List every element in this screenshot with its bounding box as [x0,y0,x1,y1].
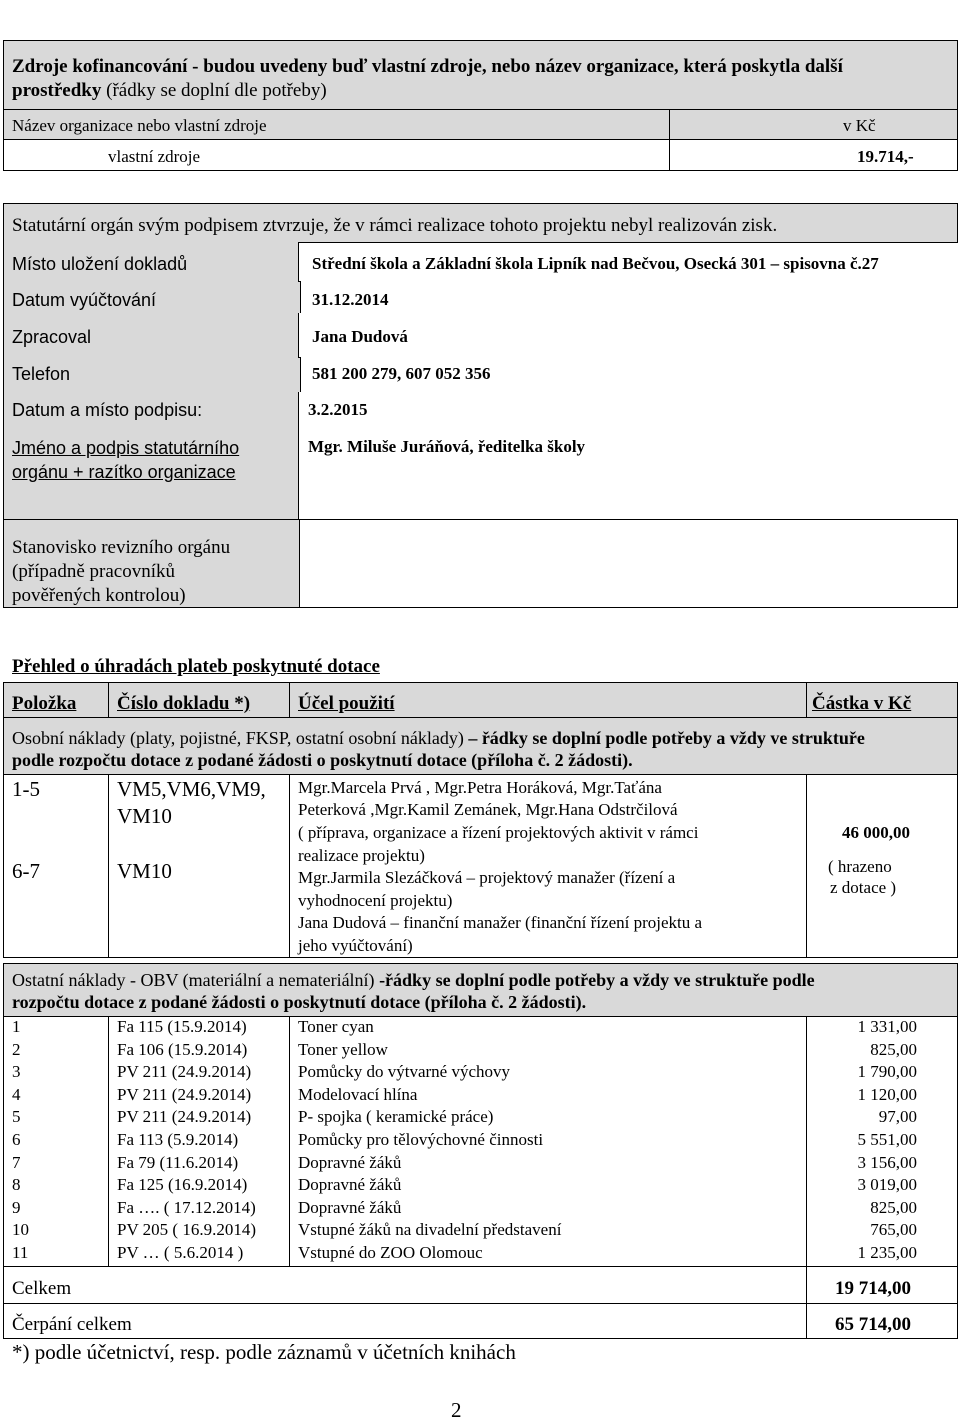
other-row-item: 4 [12,1085,21,1104]
other-row-amount: 1 235,00 [857,1243,917,1262]
other-row-purpose: Dopravné žáků [298,1153,402,1172]
personal-purpose-line: Mgr.Marcela Prvá , Mgr.Petra Horáková, Mgr.Taťána [298,778,662,797]
other-row-amount: 3 019,00 [857,1175,917,1194]
personal-purpose-line: Mgr.Jarmila Slezáčková – projektový manažer (řízení a [298,868,676,887]
header-divider [289,682,290,718]
other-row-purpose: Dopravné žáků [298,1175,402,1194]
cofinancing-row-amount-cell [669,139,958,171]
sign-date-value: 3.2.2015 [308,400,368,419]
other-row-amount: 1 120,00 [857,1085,917,1104]
other-row-purpose: Modelovací hlína [298,1085,418,1104]
other-row-item: 1 [12,1017,21,1036]
drawn-divider [806,1303,807,1339]
page-number: 2 [451,1398,462,1422]
other-row-item: 11 [12,1243,29,1262]
billing-date-label: Datum vyúčtování [12,290,157,310]
other-row-item: 3 [12,1062,21,1081]
other-row-purpose: Vstupné do ZOO Olomouc [298,1243,483,1262]
personal-item-1: 1-5 [12,777,40,801]
other-row-amount: 5 551,00 [857,1130,917,1149]
personal-purpose-line: vyhodnocení projektu) [298,891,453,910]
personal-doc-2: VM10 [117,859,172,883]
other-costs-heading-line1 [12,970,815,991]
personal-purpose-line: realizace projektu) [298,846,425,865]
other-row-doc: Fa 79 (11.6.2014) [117,1153,239,1172]
personal-note-line1: ( hrazeno [828,857,892,876]
other-row-item: 7 [12,1153,21,1172]
cofinancing-row-source-cell [3,139,670,171]
cofinancing-heading: Zdroje kofinancování - budou uvedeny buď vlastní zdroje, nebo název organizace, která poskytla další [12,56,843,77]
other-row-doc: Fa …. ( 17.12.2014) [117,1198,256,1217]
footnote: *) podle účetnictví, resp. podle záznamů v účetních knihách [12,1340,516,1364]
cofinancing-col-amount: v Kč [843,116,876,135]
other-divider [289,1016,290,1266]
personal-divider [289,774,290,958]
cofinancing-col-org: Název organizace nebo vlastní zdroje [12,116,267,135]
personal-purpose-line: Jana Dudová – finanční manažer (finanční řízení projektu a [298,913,703,932]
billing-date-value: 31.12.2014 [312,290,389,309]
total-value: 19 714,00 [835,1278,911,1299]
other-row-doc: PV 211 (24.9.2014) [117,1062,252,1081]
audit-line3: pověřených kontrolou) [12,585,186,606]
personal-divider [806,774,807,958]
header-divider [806,682,807,718]
sign-date-label: Datum a místo podpisu: [12,400,203,420]
other-costs-heading-bold: -řádky se doplní podle potřeby a vždy ve struktuře podle [379,970,815,990]
personal-costs-heading-bold: – řádky se doplní podle potřeby a vždy ve struktuře [468,728,865,748]
other-row-purpose: Toner cyan [298,1017,374,1036]
header-doc: Číslo dokladu *) [117,693,251,714]
other-row-purpose: Pomůcky pro tělovýchovné činnosti [298,1130,544,1149]
personal-purpose-line: Peterková ,Mgr.Kamil Zemánek, Mgr.Hana Odstrčilová [298,800,678,819]
other-row-amount: 1 331,00 [857,1017,917,1036]
other-row-item: 6 [12,1130,21,1149]
other-row-doc: Fa 125 (16.9.2014) [117,1175,248,1194]
other-row-amount: 825,00 [870,1198,917,1217]
other-row-item: 9 [12,1198,21,1217]
cofinancing-heading-line2 [12,80,327,102]
audit-line1: Stanovisko revizního orgánu [12,537,231,558]
other-row-purpose: Toner yellow [298,1040,388,1059]
other-row-doc: Fa 113 (5.9.2014) [117,1130,239,1149]
other-costs-heading-line2: rozpočtu dotace z podané žádosti o poskytnutí dotace (příloha č. 2 žádosti). [12,992,587,1012]
header-amount: Částka v Kč [812,693,912,714]
other-row-doc: PV 205 ( 16.9.2014) [117,1220,256,1239]
other-row-amount: 97,00 [878,1107,917,1126]
personal-amount: 46 000,00 [842,823,910,842]
cofinancing-heading-note: (řádky se doplní dle potřeby) [101,80,327,101]
processed-label: Zpracoval [12,327,92,347]
other-row-amount: 825,00 [870,1040,917,1059]
audit-line2: (případně pracovníků [12,561,176,582]
phone-value: 581 200 279, 607 052 356 [312,364,491,383]
personal-divider [108,774,109,958]
header-purpose: Účel použití [298,693,395,714]
doc-place-value: Střední škola a Základní škola Lipník nad Bečvou, Osecká 301 – spisovna č.27 [312,254,879,273]
personal-doc-1b: VM10 [117,804,172,828]
payments-title: Přehled o úhradách plateb poskytnuté dotace [12,656,380,677]
personal-costs-heading-normal: Osobní náklady (platy, pojistné, FKSP, ostatní osobní náklady) [12,728,469,748]
other-row-doc: Fa 106 (15.9.2014) [117,1040,248,1059]
phone-label: Telefon [12,364,71,384]
personal-costs-heading-line2: podle rozpočtu dotace z podané žádosti o poskytnutí dotace (příloha č. 2 žádosti). [12,750,633,770]
personal-doc-1a: VM5,VM6,VM9, [117,777,266,801]
other-row-purpose: Dopravné žáků [298,1198,402,1217]
drawn-label: Čerpání celkem [12,1314,132,1335]
cofinancing-amount: 19.714,- [857,147,914,166]
other-row-purpose: Pomůcky do výtvarné výchovy [298,1062,510,1081]
cofinancing-heading-bold: prostředky [12,80,102,101]
doc-place-label: Místo uložení dokladů [12,254,188,274]
other-row-amount: 3 156,00 [857,1153,917,1172]
other-divider [806,1016,807,1266]
total-row [3,1266,958,1304]
other-row-item: 8 [12,1175,21,1194]
drawn-value: 65 714,00 [835,1314,911,1335]
personal-note-line2: z dotace ) [830,878,897,897]
sign-date-value-cell [298,392,958,426]
total-divider [806,1266,807,1304]
personal-purpose-line: jeho vyúčtování) [298,936,413,955]
statutory-statement: Statutární orgán svým podpisem ztvrzuje, že v rámci realizace tohoto projektu nebyl realizován zisk. [12,215,778,236]
personal-costs-heading-line1 [12,728,865,749]
signer-label-line1: Jméno a podpis statutárního [12,438,240,458]
signer-label-line2: orgánu + razítko organizace [12,462,236,482]
other-divider [108,1016,109,1266]
audit-value-cell [299,519,958,608]
other-row-doc: Fa 115 (15.9.2014) [117,1017,247,1036]
header-item: Položka [12,693,77,714]
total-label: Celkem [12,1278,72,1299]
signer-value: Mgr. Miluše Juráňová, ředitelka školy [308,437,586,456]
other-row-purpose: P- spojka ( keramické práce) [298,1107,494,1126]
drawn-row [3,1303,958,1339]
other-row-item: 10 [12,1220,29,1239]
other-row-doc: PV 211 (24.9.2014) [117,1085,252,1104]
other-row-amount: 765,00 [870,1220,917,1239]
other-row-amount: 1 790,00 [857,1062,917,1081]
other-row-purpose: Vstupné žáků na divadelní představení [298,1220,562,1239]
other-row-item: 2 [12,1040,21,1059]
billing-date-value-cell [300,281,958,314]
other-row-item: 5 [12,1107,21,1126]
processed-value: Jana Dudová [312,327,408,346]
header-divider [108,682,109,718]
cofinancing-col-amount-cell [669,109,958,140]
cofinancing-source: vlastní zdroje [108,147,201,166]
personal-item-2: 6-7 [12,859,40,883]
other-row-doc: PV … ( 5.6.2014 ) [117,1243,244,1262]
personal-purpose-line: ( příprava, organizace a řízení projektových aktivit v rámci [298,823,699,842]
other-row-doc: PV 211 (24.9.2014) [117,1107,252,1126]
other-costs-heading-normal: Ostatní náklady - OBV (materiální a nemateriální) [12,970,380,990]
personal-amount-top-line [806,774,958,775]
